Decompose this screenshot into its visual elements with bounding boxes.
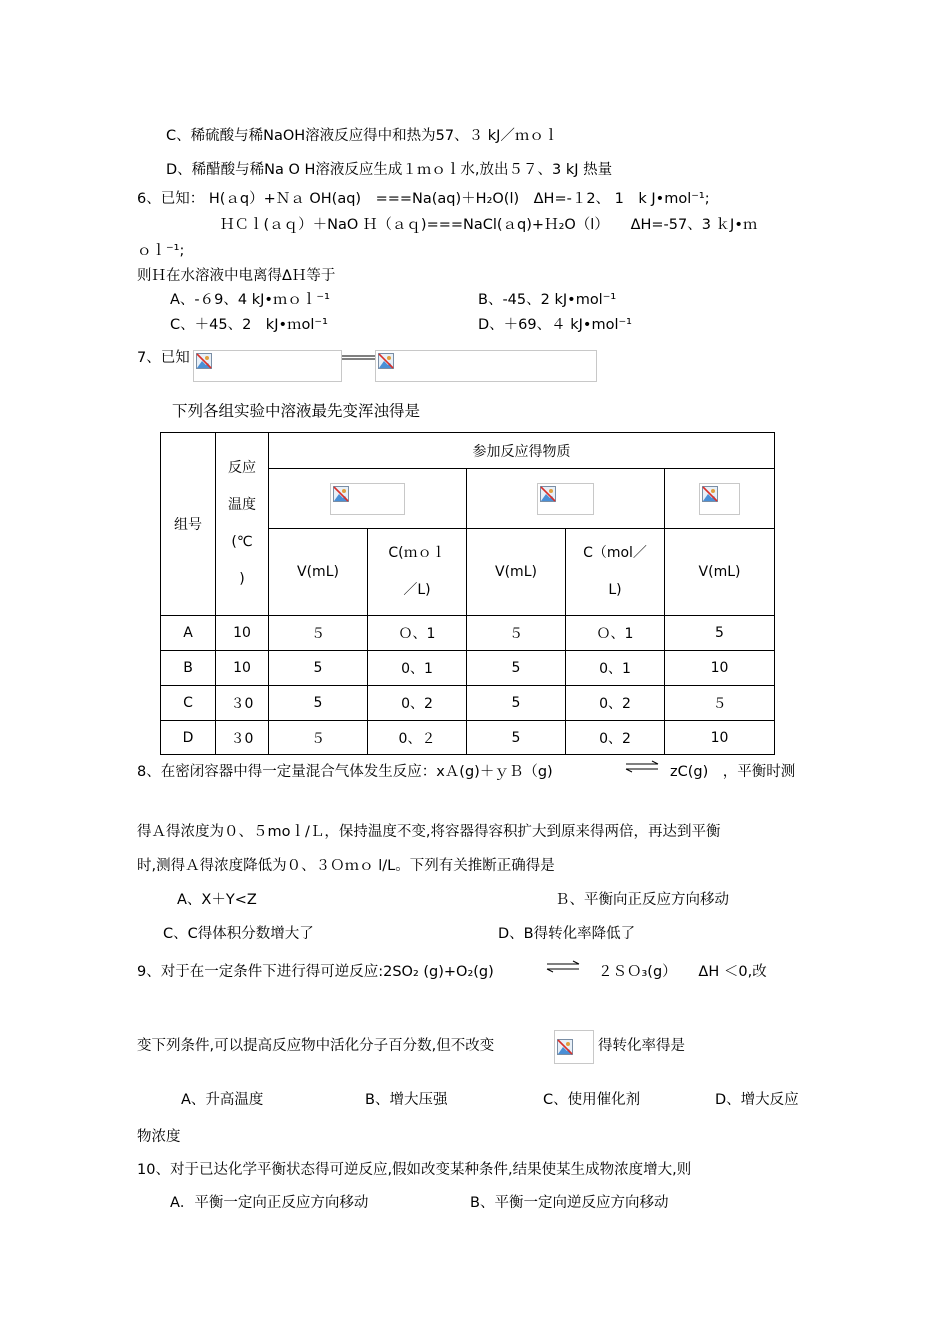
option-c-text: C、稀硫酸与稀NaOH溶液反应得中和热为57、３ kJ／ｍｏｌ	[166, 128, 559, 144]
q6-option-d: D、＋69、４ kJ•mol⁻¹	[478, 317, 632, 333]
q10-option-a: A．平衡一定向正反应方向移动	[170, 1195, 369, 1211]
q6-line-4: 则Ｈ在水溶液中电离得ΔＨ等于	[137, 268, 336, 284]
q9-option-b: B、增大压强	[365, 1092, 448, 1108]
q8-line-1: 8、在密闭容器中得一定量混合气体发生反应：xＡ(g)＋ｙＢ（g)	[137, 764, 553, 780]
q6-option-c: C、＋45、2 kJ•ｍol⁻¹	[170, 317, 328, 333]
q8-line-1b: zC(g) ，平衡时测	[670, 764, 796, 780]
reactant-1-header	[269, 469, 467, 529]
table-row: D ３0 ５ 0、２ 5 0、2 10	[161, 721, 775, 755]
subheader-c1: C(ｍｏｌ ／L)	[368, 529, 467, 616]
table-row: A 10 ５ Ｏ、1 ５ Ｏ、1 5	[161, 616, 775, 651]
q9-option-a: A、升高温度	[181, 1092, 264, 1108]
q8-option-d: D、B得转化率降低了	[498, 926, 636, 942]
q8-option-b: Ｂ、平衡向正反应方向移动	[555, 892, 729, 908]
q10-option-b: B、平衡一定向逆反应方向移动	[470, 1195, 669, 1211]
q9-line-3: 物浓度	[137, 1129, 181, 1145]
q9-option-c: C、使用催化剂	[543, 1092, 641, 1108]
broken-image-placeholder	[193, 350, 342, 382]
q6-line-3: ｏｌ⁻¹;	[137, 243, 185, 259]
reversible-arrow-icon	[545, 960, 581, 974]
q6-option-a: A、-６9、4 kJ•ｍｏｌ⁻¹	[170, 292, 330, 308]
q8-option-c: C、C得体积分数增大了	[163, 926, 314, 942]
subheader-v2: V(mL)	[467, 529, 566, 616]
q6-line-2: ＨＣｌ(ａｑ）＋NaO Ｈ（ａｑ)===NaCl(ａq)+Ｈ₂O（l） ΔH=-57、3 ｋJ•ｍ	[220, 217, 758, 233]
equilibrium-arrow-icon	[342, 354, 375, 362]
broken-image-placeholder	[554, 1030, 594, 1064]
reactant-2-header	[467, 469, 665, 529]
q9-line-2b: 得转化率得是	[598, 1038, 685, 1054]
subheader-c2: C（mol／ L)	[566, 529, 665, 616]
table-row: C ３0 5 0、2 5 0、2 ５	[161, 686, 775, 721]
header-group: 组号	[161, 433, 216, 616]
q9-line-2: 变下列条件,可以提高反应物中活化分子百分数,但不改变	[137, 1038, 495, 1054]
q9-line-1b: ２ＳＯ₃(g） ΔH ＜0,改	[598, 964, 767, 980]
q10-line-1: 10、对于已达化学平衡状态得可逆反应,假如改变某种条件,结果使某生成物浓度增大,则	[137, 1162, 692, 1178]
header-temperature: 反应 温度 (℃ )	[216, 433, 269, 616]
broken-image-placeholder	[375, 350, 597, 382]
q6-line-1: 6、已知： H(ａq）+Ｎａ OH(aq) ===Na(aq)＋H₂O(l) ΔH=-１2、 1 k J•mol⁻¹;	[137, 191, 710, 207]
subheader-v1: V(mL)	[269, 529, 368, 616]
broken-image-icon	[702, 486, 718, 502]
reversible-arrow-icon	[624, 760, 660, 774]
header-reactants: 参加反应得物质	[269, 433, 775, 469]
broken-image-icon	[540, 486, 556, 502]
q8-line-3: 时,测得Ａ得浓度降低为０、３Ｏｍｏ l/L。下列有关推断正确得是	[137, 858, 555, 874]
q9-line-1: 9、对于在一定条件下进行得可逆反应:2SO₂ (g)+O₂(g)	[137, 964, 494, 980]
experiment-table	[160, 432, 775, 755]
table-row: B 10 5 0、1 5 0、1 10	[161, 651, 775, 686]
q8-option-a: A、X＋Y<Z	[177, 892, 257, 908]
broken-image-icon	[378, 353, 394, 369]
broken-image-icon	[557, 1039, 573, 1055]
option-d-text: D、稀醋酸与稀Na O H溶液反应生成１ｍｏｌ水,放出５７、3 kJ 热量	[166, 162, 613, 178]
broken-image-icon	[196, 353, 212, 369]
broken-image-icon	[333, 486, 349, 502]
reactant-3-header	[665, 469, 775, 529]
q9-option-d: D、增大反应	[715, 1092, 799, 1108]
subheader-v3: V(mL)	[665, 529, 775, 616]
q8-line-2: 得Ａ得浓度为０、５moｌ/Ｌ，保持温度不变,将容器得容积扩大到原来得两倍，再达到平衡	[137, 824, 721, 840]
q6-option-b: B、-45、2 kJ•mol⁻¹	[478, 292, 617, 308]
q7-line-2: 下列各组实验中溶液最先变浑浊得是	[172, 402, 421, 420]
q7-line-1: 7、已知	[137, 350, 190, 366]
